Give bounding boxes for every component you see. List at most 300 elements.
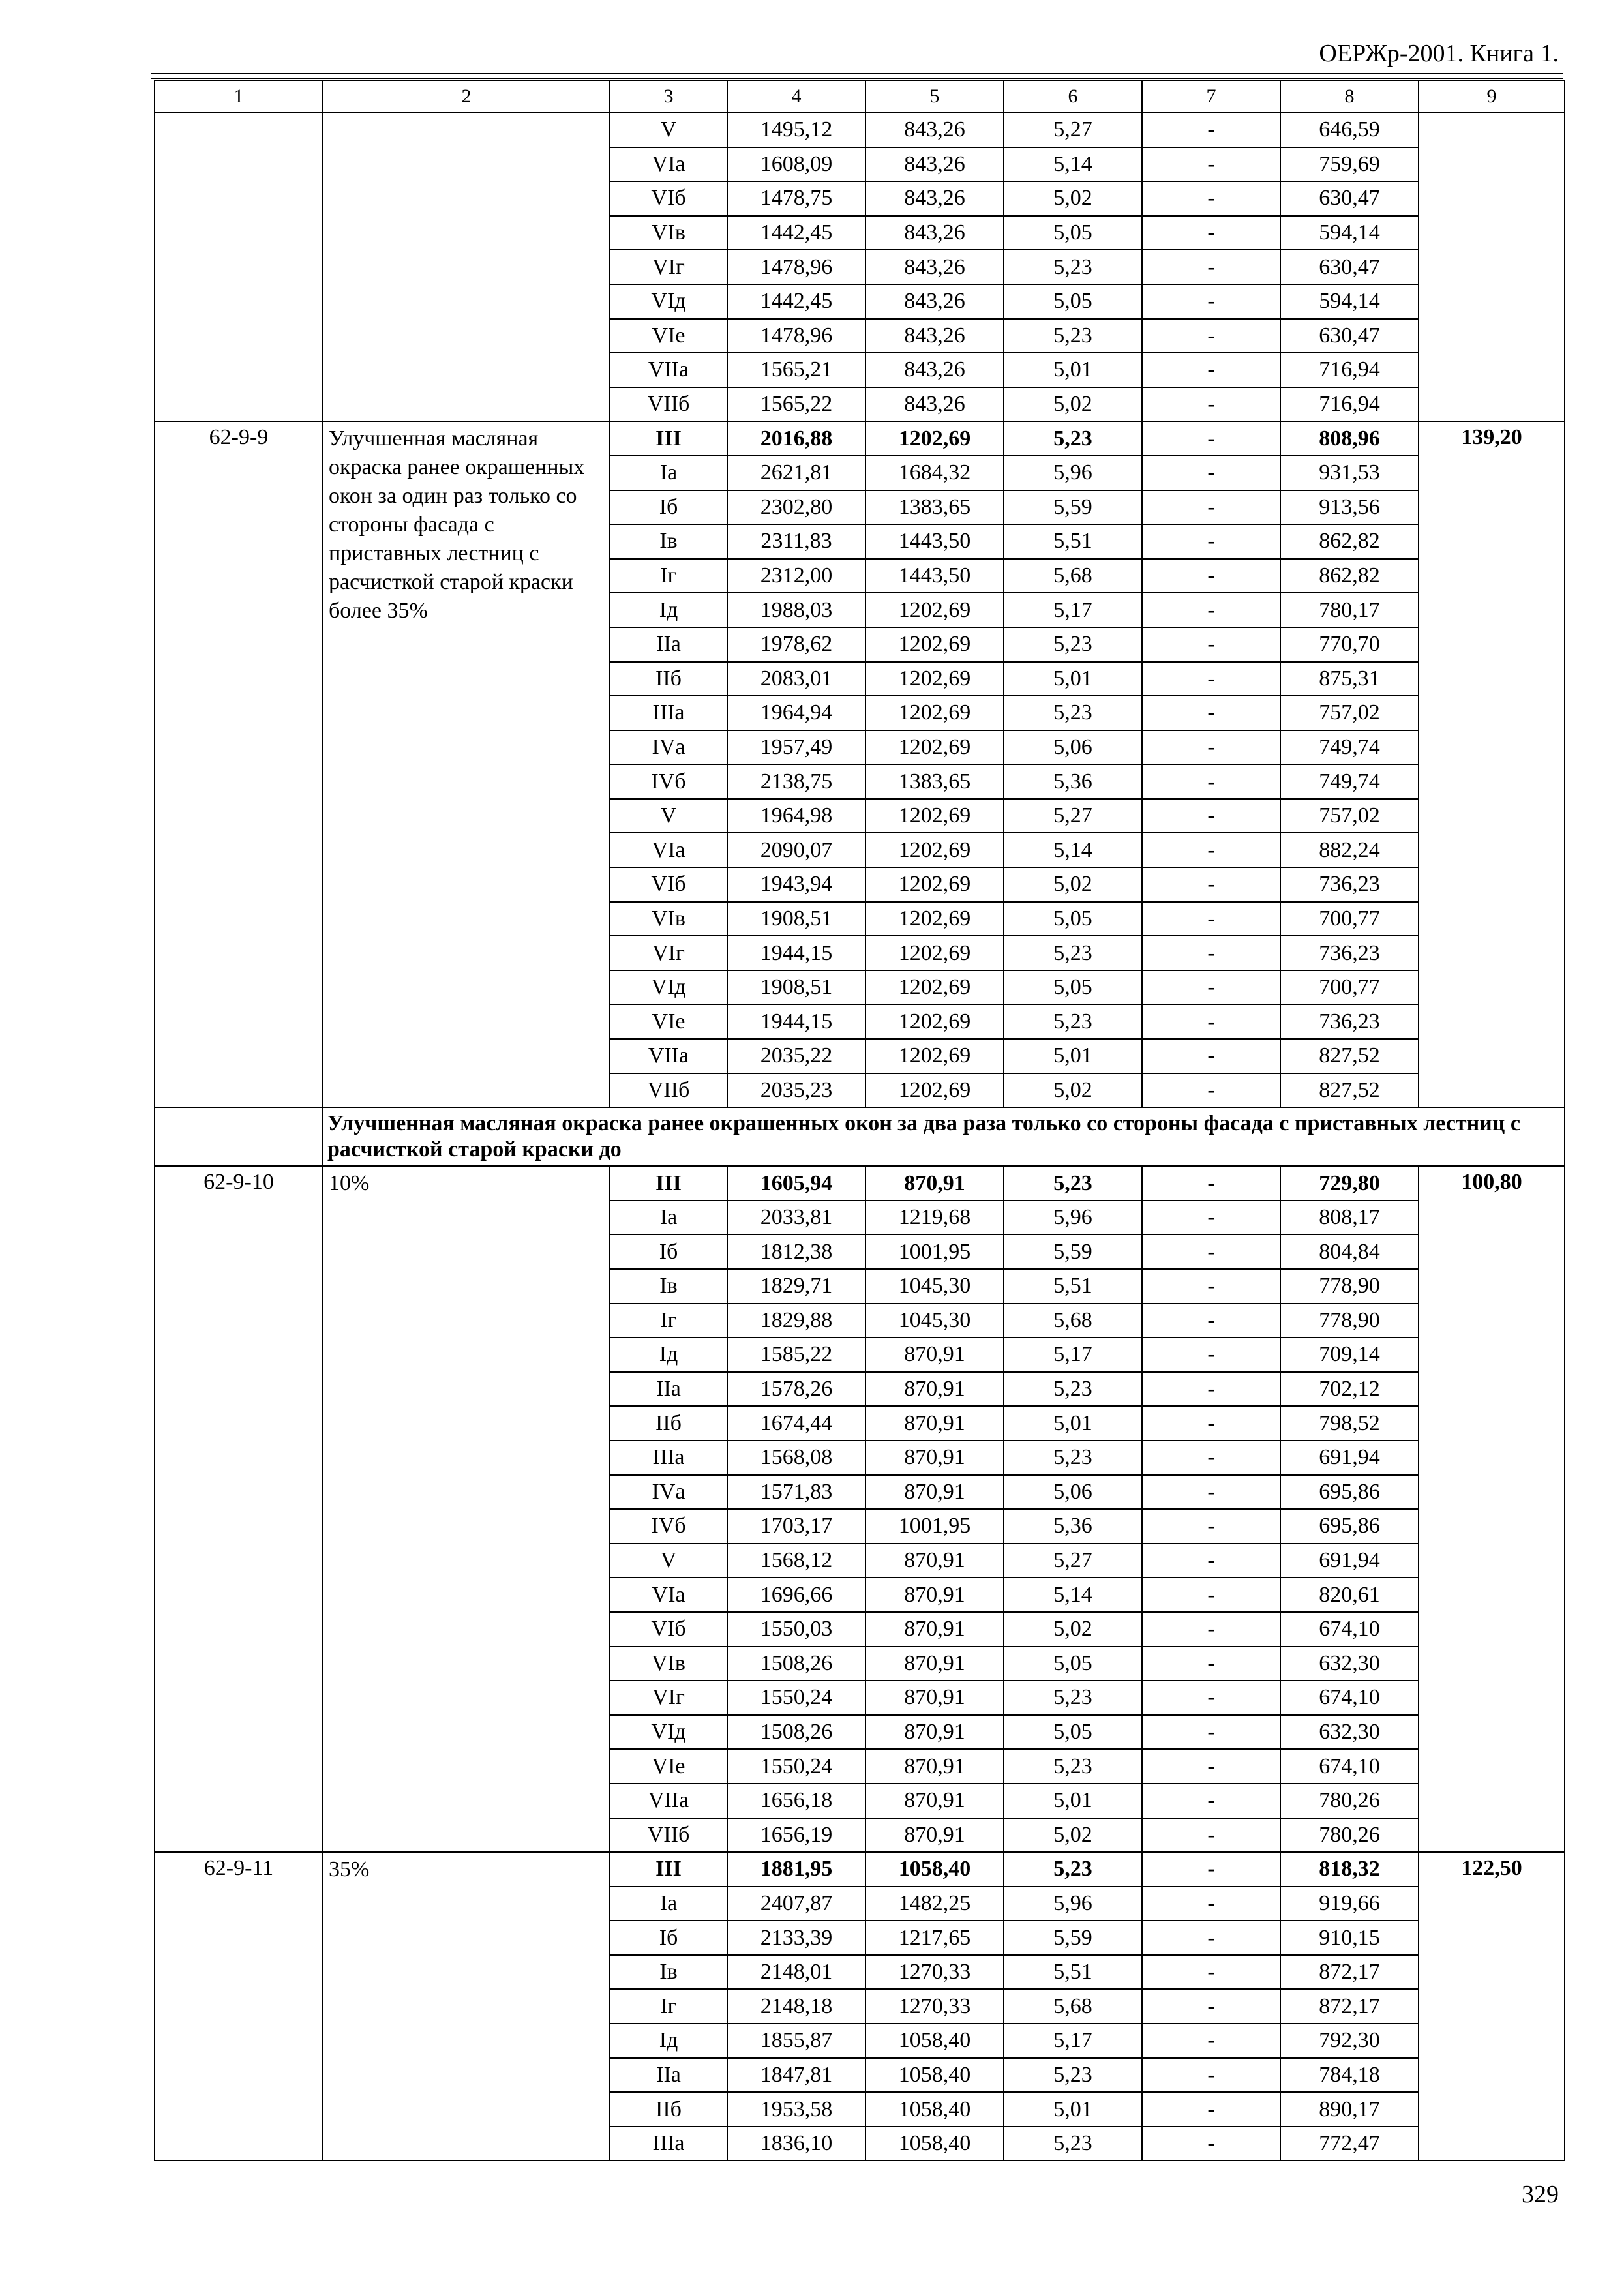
wages-cell: 870,91 <box>865 1166 1004 1201</box>
driver-wages-cell: - <box>1142 524 1280 559</box>
total-cost-cell: 1812,38 <box>727 1234 865 1269</box>
driver-wages-cell: - <box>1142 250 1280 284</box>
wages-cell: 1202,69 <box>865 799 1004 833</box>
wages-cell: 1202,69 <box>865 833 1004 867</box>
total-cost-cell: 1829,71 <box>727 1269 865 1304</box>
region-code-cell: IVа <box>610 730 727 765</box>
wages-cell: 1045,30 <box>865 1304 1004 1338</box>
total-cost-cell: 1478,96 <box>727 319 865 353</box>
region-code-cell: IIIа <box>610 2127 727 2161</box>
driver-wages-cell: - <box>1142 1715 1280 1750</box>
machine-cost-cell: 5,01 <box>1004 662 1142 696</box>
wages-cell: 843,26 <box>865 216 1004 250</box>
region-code-cell: IVб <box>610 764 727 799</box>
machine-cost-cell: 5,27 <box>1004 799 1142 833</box>
table-row <box>155 1852 1565 1887</box>
region-code-cell: IVб <box>610 1509 727 1544</box>
norm-code: 62-9-10 <box>155 1166 323 1852</box>
total-cost-cell: 1571,83 <box>727 1475 865 1510</box>
driver-wages-cell: - <box>1142 833 1280 867</box>
materials-cell: 862,82 <box>1280 559 1419 593</box>
region-code-cell: Iг <box>610 1304 727 1338</box>
materials-cell: 716,94 <box>1280 387 1419 422</box>
wages-cell: 870,91 <box>865 1578 1004 1612</box>
column-number-9: 9 <box>1419 80 1565 113</box>
driver-wages-cell: - <box>1142 1406 1280 1441</box>
materials-cell: 630,47 <box>1280 319 1419 353</box>
total-cost-cell: 1585,22 <box>727 1338 865 1372</box>
region-code-cell: VIа <box>610 833 727 867</box>
wages-cell: 1383,65 <box>865 490 1004 525</box>
wages-cell: 870,91 <box>865 1544 1004 1578</box>
column-number-3: 3 <box>610 80 727 113</box>
driver-wages-cell: - <box>1142 387 1280 422</box>
materials-cell: 780,26 <box>1280 1818 1419 1853</box>
total-cost-cell: 1608,09 <box>727 147 865 182</box>
machine-cost-cell: 5,01 <box>1004 1784 1142 1818</box>
driver-wages-cell: - <box>1142 662 1280 696</box>
machine-cost-cell: 5,59 <box>1004 490 1142 525</box>
driver-wages-cell: - <box>1142 490 1280 525</box>
driver-wages-cell: - <box>1142 1441 1280 1475</box>
region-code-cell: IVа <box>610 1475 727 1510</box>
machine-cost-cell: 5,05 <box>1004 1647 1142 1681</box>
wages-cell: 1202,69 <box>865 730 1004 765</box>
machine-cost-cell: 5,05 <box>1004 216 1142 250</box>
materials-cell: 778,90 <box>1280 1304 1419 1338</box>
column-number-2: 2 <box>323 80 610 113</box>
machine-cost-cell: 5,23 <box>1004 2127 1142 2161</box>
wages-cell: 1202,69 <box>865 902 1004 936</box>
materials-cell: 872,17 <box>1280 1955 1419 1990</box>
total-cost-cell: 2016,88 <box>727 421 865 456</box>
materials-cell: 702,12 <box>1280 1372 1419 1407</box>
machine-cost-cell: 5,02 <box>1004 181 1142 216</box>
driver-wages-cell: - <box>1142 1818 1280 1853</box>
machine-cost-cell: 5,68 <box>1004 1989 1142 2024</box>
total-cost-cell: 1578,26 <box>727 1372 865 1407</box>
wages-cell: 1045,30 <box>865 1269 1004 1304</box>
total-cost-cell: 2133,39 <box>727 1921 865 1955</box>
region-code-cell: VIв <box>610 902 727 936</box>
materials-cell: 778,90 <box>1280 1269 1419 1304</box>
total-cost-cell: 2148,18 <box>727 1989 865 2024</box>
wages-cell: 843,26 <box>865 353 1004 387</box>
materials-cell: 594,14 <box>1280 284 1419 319</box>
machine-cost-cell: 5,23 <box>1004 1372 1142 1407</box>
region-code-cell: VIд <box>610 970 727 1005</box>
region-code-cell: VIб <box>610 181 727 216</box>
materials-cell: 820,61 <box>1280 1578 1419 1612</box>
wages-cell: 843,26 <box>865 284 1004 319</box>
region-code-cell: VIа <box>610 1578 727 1612</box>
machine-cost-cell: 5,01 <box>1004 353 1142 387</box>
region-code-cell: III <box>610 421 727 456</box>
total-cost-cell: 1674,44 <box>727 1406 865 1441</box>
region-code-cell: Iа <box>610 1201 727 1235</box>
materials-cell: 784,18 <box>1280 2058 1419 2093</box>
machine-cost-cell: 5,96 <box>1004 456 1142 490</box>
wages-cell: 1058,40 <box>865 2127 1004 2161</box>
materials-cell: 910,15 <box>1280 1921 1419 1955</box>
wages-cell: 1202,69 <box>865 662 1004 696</box>
wages-cell: 1202,69 <box>865 1039 1004 1073</box>
total-cost-cell: 2148,01 <box>727 1955 865 1990</box>
total-cost-cell: 1988,03 <box>727 593 865 627</box>
region-code-cell: Iв <box>610 524 727 559</box>
wages-cell: 1482,25 <box>865 1887 1004 1921</box>
driver-wages-cell: - <box>1142 593 1280 627</box>
total-cost-cell: 1957,49 <box>727 730 865 765</box>
driver-wages-cell: - <box>1142 970 1280 1005</box>
machine-cost-cell: 5,05 <box>1004 1715 1142 1750</box>
table-row <box>155 421 1565 456</box>
page-number: 329 <box>1522 2181 1559 2208</box>
driver-wages-cell: - <box>1142 1039 1280 1073</box>
norm-code: 62-9-11 <box>155 1852 323 2161</box>
materials-cell: 594,14 <box>1280 216 1419 250</box>
materials-cell: 674,10 <box>1280 1612 1419 1647</box>
total-cost-cell: 1442,45 <box>727 284 865 319</box>
driver-wages-cell: - <box>1142 319 1280 353</box>
materials-cell: 700,77 <box>1280 902 1419 936</box>
work-description: 35% <box>323 1852 610 2161</box>
region-code-cell: VIв <box>610 216 727 250</box>
driver-wages-cell: - <box>1142 2127 1280 2161</box>
materials-cell: 827,52 <box>1280 1039 1419 1073</box>
driver-wages-cell: - <box>1142 456 1280 490</box>
materials-cell: 808,17 <box>1280 1201 1419 1235</box>
machine-cost-cell: 5,27 <box>1004 1544 1142 1578</box>
total-cost-cell: 1908,51 <box>727 970 865 1005</box>
region-code-cell: VIг <box>610 936 727 970</box>
region-code-cell: VIд <box>610 1715 727 1750</box>
driver-wages-cell: - <box>1142 2024 1280 2058</box>
driver-wages-cell: - <box>1142 799 1280 833</box>
wages-cell: 843,26 <box>865 250 1004 284</box>
region-code-cell: VIг <box>610 1681 727 1715</box>
materials-cell: 695,86 <box>1280 1509 1419 1544</box>
wages-cell: 1202,69 <box>865 1073 1004 1108</box>
driver-wages-cell: - <box>1142 1166 1280 1201</box>
machine-cost-cell: 5,23 <box>1004 1681 1142 1715</box>
total-cost-cell: 1836,10 <box>727 2127 865 2161</box>
total-cost-cell: 1565,22 <box>727 387 865 422</box>
region-code-cell: IIб <box>610 1406 727 1441</box>
total-cost-cell: 2035,23 <box>727 1073 865 1108</box>
materials-cell: 913,56 <box>1280 490 1419 525</box>
materials-cell: 749,74 <box>1280 764 1419 799</box>
machine-cost-cell: 5,02 <box>1004 1073 1142 1108</box>
region-code-cell: V <box>610 799 727 833</box>
machine-cost-cell: 5,23 <box>1004 936 1142 970</box>
wages-cell: 1684,32 <box>865 456 1004 490</box>
total-cost-cell: 1508,26 <box>727 1715 865 1750</box>
driver-wages-cell: - <box>1142 2058 1280 2093</box>
region-code-cell: Iб <box>610 1921 727 1955</box>
wages-cell: 870,91 <box>865 1749 1004 1784</box>
machine-cost-cell: 5,23 <box>1004 627 1142 662</box>
driver-wages-cell: - <box>1142 1544 1280 1578</box>
driver-wages-cell: - <box>1142 1852 1280 1887</box>
total-cost-cell: 1703,17 <box>727 1509 865 1544</box>
total-cost-cell: 1656,19 <box>727 1818 865 1853</box>
region-code-cell: Iв <box>610 1269 727 1304</box>
wages-cell: 1443,50 <box>865 524 1004 559</box>
section-heading: Улучшенная масляная окраска ранее окрашенных окон за два раза только со стороны фасада с приставных лестниц с расчисткой старой краски до <box>323 1107 1565 1166</box>
materials-cell: 632,30 <box>1280 1715 1419 1750</box>
machine-cost-cell: 5,68 <box>1004 1304 1142 1338</box>
region-code-cell: IIа <box>610 1372 727 1407</box>
total-cost-cell: 1953,58 <box>727 2092 865 2127</box>
labor-total: 122,50 <box>1419 1852 1565 2161</box>
wages-cell: 843,26 <box>865 147 1004 182</box>
region-code-cell: Iа <box>610 1887 727 1921</box>
column-number-1: 1 <box>155 80 323 113</box>
rates-table-body <box>155 80 1565 2161</box>
region-code-cell: VIIб <box>610 1818 727 1853</box>
total-cost-cell: 1478,75 <box>727 181 865 216</box>
total-cost-cell: 1943,94 <box>727 867 865 902</box>
driver-wages-cell: - <box>1142 421 1280 456</box>
materials-cell: 792,30 <box>1280 2024 1419 2058</box>
region-code-cell: VIе <box>610 1749 727 1784</box>
driver-wages-cell: - <box>1142 147 1280 182</box>
materials-cell: 695,86 <box>1280 1475 1419 1510</box>
materials-cell: 736,23 <box>1280 867 1419 902</box>
section-empty-cell <box>155 1107 323 1166</box>
driver-wages-cell: - <box>1142 1475 1280 1510</box>
rates-table-container <box>154 80 1564 2161</box>
driver-wages-cell: - <box>1142 1955 1280 1990</box>
wages-cell: 1219,68 <box>865 1201 1004 1235</box>
driver-wages-cell: - <box>1142 2092 1280 2127</box>
driver-wages-cell: - <box>1142 1921 1280 1955</box>
machine-cost-cell: 5,27 <box>1004 113 1142 147</box>
materials-cell: 630,47 <box>1280 250 1419 284</box>
region-code-cell: IIIа <box>610 1441 727 1475</box>
wages-cell: 1383,65 <box>865 764 1004 799</box>
wages-cell: 870,91 <box>865 1406 1004 1441</box>
total-cost-cell: 1550,03 <box>727 1612 865 1647</box>
column-number-7: 7 <box>1142 80 1280 113</box>
region-code-cell: IIIа <box>610 696 727 730</box>
driver-wages-cell: - <box>1142 1269 1280 1304</box>
materials-cell: 780,17 <box>1280 593 1419 627</box>
wages-cell: 843,26 <box>865 387 1004 422</box>
total-cost-cell: 2090,07 <box>727 833 865 867</box>
materials-cell: 882,24 <box>1280 833 1419 867</box>
total-cost-cell: 2033,81 <box>727 1201 865 1235</box>
work-description: 10% <box>323 1166 610 1852</box>
region-code-cell: VIIб <box>610 1073 727 1108</box>
materials-cell: 804,84 <box>1280 1234 1419 1269</box>
region-code-cell: Iд <box>610 2024 727 2058</box>
materials-cell: 780,26 <box>1280 1784 1419 1818</box>
work-description: Улучшенная масляная окраска ранее окрашенных окон за один раз только со стороны фасада с приставных лестниц с расчисткой старой краски более 35% <box>323 421 610 1107</box>
machine-cost-cell: 5,05 <box>1004 970 1142 1005</box>
materials-cell: 691,94 <box>1280 1544 1419 1578</box>
region-code-cell: VIIа <box>610 353 727 387</box>
driver-wages-cell: - <box>1142 1887 1280 1921</box>
region-code-cell: VIIа <box>610 1784 727 1818</box>
region-code-cell: IIб <box>610 662 727 696</box>
machine-cost-cell: 5,36 <box>1004 1509 1142 1544</box>
table-row <box>155 1166 1565 1201</box>
machine-cost-cell: 5,01 <box>1004 1406 1142 1441</box>
total-cost-cell: 1478,96 <box>727 250 865 284</box>
driver-wages-cell: - <box>1142 1304 1280 1338</box>
total-cost-cell: 1656,18 <box>727 1784 865 1818</box>
region-code-cell: V <box>610 113 727 147</box>
materials-cell: 757,02 <box>1280 696 1419 730</box>
materials-cell: 716,94 <box>1280 353 1419 387</box>
materials-cell: 772,47 <box>1280 2127 1419 2161</box>
materials-cell: 759,69 <box>1280 147 1419 182</box>
materials-cell: 691,94 <box>1280 1441 1419 1475</box>
wages-cell: 1202,69 <box>865 867 1004 902</box>
region-code-cell: III <box>610 1852 727 1887</box>
total-cost-cell: 1978,62 <box>727 627 865 662</box>
total-cost-cell: 2311,83 <box>727 524 865 559</box>
total-cost-cell: 1964,94 <box>727 696 865 730</box>
driver-wages-cell: - <box>1142 1784 1280 1818</box>
region-code-cell: VIв <box>610 1647 727 1681</box>
machine-cost-cell: 5,14 <box>1004 147 1142 182</box>
driver-wages-cell: - <box>1142 764 1280 799</box>
region-code-cell: VIе <box>610 1004 727 1039</box>
machine-cost-cell: 5,23 <box>1004 1166 1142 1201</box>
total-cost-cell: 1605,94 <box>727 1166 865 1201</box>
driver-wages-cell: - <box>1142 1681 1280 1715</box>
wages-cell: 843,26 <box>865 319 1004 353</box>
region-code-cell: VIе <box>610 319 727 353</box>
wages-cell: 1270,33 <box>865 1989 1004 2024</box>
total-cost-cell: 1964,98 <box>727 799 865 833</box>
machine-cost-cell: 5,51 <box>1004 1955 1142 1990</box>
materials-cell: 770,70 <box>1280 627 1419 662</box>
total-cost-cell: 1881,95 <box>727 1852 865 1887</box>
wages-cell: 1443,50 <box>865 559 1004 593</box>
driver-wages-cell: - <box>1142 1201 1280 1235</box>
materials-cell: 798,52 <box>1280 1406 1419 1441</box>
total-cost-cell: 2302,80 <box>727 490 865 525</box>
total-cost-cell: 1944,15 <box>727 1004 865 1039</box>
section-heading-row <box>155 1107 1565 1166</box>
driver-wages-cell: - <box>1142 1372 1280 1407</box>
total-cost-cell: 1550,24 <box>727 1681 865 1715</box>
region-code-cell: VIIа <box>610 1039 727 1073</box>
driver-wages-cell: - <box>1142 181 1280 216</box>
materials-cell: 757,02 <box>1280 799 1419 833</box>
machine-cost-cell: 5,05 <box>1004 902 1142 936</box>
region-code-cell: III <box>610 1166 727 1201</box>
wages-cell: 1202,69 <box>865 1004 1004 1039</box>
materials-cell: 632,30 <box>1280 1647 1419 1681</box>
machine-cost-cell: 5,01 <box>1004 2092 1142 2127</box>
total-cost-cell: 2083,01 <box>727 662 865 696</box>
region-code-cell: VIб <box>610 867 727 902</box>
machine-cost-cell: 5,02 <box>1004 1612 1142 1647</box>
materials-cell: 630,47 <box>1280 181 1419 216</box>
materials-cell: 919,66 <box>1280 1887 1419 1921</box>
machine-cost-cell: 5,14 <box>1004 1578 1142 1612</box>
total-cost-cell: 1568,08 <box>727 1441 865 1475</box>
total-cost-cell: 1829,88 <box>727 1304 865 1338</box>
labor-total <box>1419 113 1565 421</box>
region-code-cell: Iг <box>610 1989 727 2024</box>
labor-total: 100,80 <box>1419 1166 1565 1852</box>
materials-cell: 674,10 <box>1280 1681 1419 1715</box>
machine-cost-cell: 5,23 <box>1004 421 1142 456</box>
region-code-cell: V <box>610 1544 727 1578</box>
materials-cell: 749,74 <box>1280 730 1419 765</box>
wages-cell: 1270,33 <box>865 1955 1004 1990</box>
total-cost-cell: 1442,45 <box>727 216 865 250</box>
machine-cost-cell: 5,05 <box>1004 284 1142 319</box>
total-cost-cell: 1550,24 <box>727 1749 865 1784</box>
materials-cell: 872,17 <box>1280 1989 1419 2024</box>
region-code-cell: Iб <box>610 490 727 525</box>
driver-wages-cell: - <box>1142 902 1280 936</box>
wages-cell: 870,91 <box>865 1338 1004 1372</box>
wages-cell: 1202,69 <box>865 936 1004 970</box>
materials-cell: 818,32 <box>1280 1852 1419 1887</box>
rates-table <box>154 80 1565 2161</box>
wages-cell: 1202,69 <box>865 421 1004 456</box>
region-code-cell: VIIб <box>610 387 727 422</box>
wages-cell: 870,91 <box>865 1441 1004 1475</box>
machine-cost-cell: 5,59 <box>1004 1921 1142 1955</box>
region-code-cell: Iд <box>610 1338 727 1372</box>
machine-cost-cell: 5,14 <box>1004 833 1142 867</box>
column-number-5: 5 <box>865 80 1004 113</box>
machine-cost-cell: 5,06 <box>1004 730 1142 765</box>
wages-cell: 870,91 <box>865 1647 1004 1681</box>
total-cost-cell: 1568,12 <box>727 1544 865 1578</box>
wages-cell: 870,91 <box>865 1681 1004 1715</box>
total-cost-cell: 1508,26 <box>727 1647 865 1681</box>
driver-wages-cell: - <box>1142 730 1280 765</box>
wages-cell: 870,91 <box>865 1612 1004 1647</box>
column-number-header-row <box>155 80 1565 113</box>
machine-cost-cell: 5,51 <box>1004 524 1142 559</box>
total-cost-cell: 1696,66 <box>727 1578 865 1612</box>
machine-cost-cell: 5,23 <box>1004 2058 1142 2093</box>
driver-wages-cell: - <box>1142 1338 1280 1372</box>
materials-cell: 875,31 <box>1280 662 1419 696</box>
driver-wages-cell: - <box>1142 1234 1280 1269</box>
column-number-8: 8 <box>1280 80 1419 113</box>
region-code-cell: VIд <box>610 284 727 319</box>
wages-cell: 1202,69 <box>865 696 1004 730</box>
region-code-cell: VIб <box>610 1612 727 1647</box>
wages-cell: 870,91 <box>865 1475 1004 1510</box>
total-cost-cell: 1944,15 <box>727 936 865 970</box>
driver-wages-cell: - <box>1142 936 1280 970</box>
wages-cell: 843,26 <box>865 181 1004 216</box>
total-cost-cell: 1565,21 <box>727 353 865 387</box>
driver-wages-cell: - <box>1142 353 1280 387</box>
materials-cell: 700,77 <box>1280 970 1419 1005</box>
header-rule <box>151 73 1563 79</box>
wages-cell: 843,26 <box>865 113 1004 147</box>
machine-cost-cell: 5,23 <box>1004 319 1142 353</box>
machine-cost-cell: 5,17 <box>1004 2024 1142 2058</box>
driver-wages-cell: - <box>1142 1612 1280 1647</box>
machine-cost-cell: 5,02 <box>1004 1818 1142 1853</box>
driver-wages-cell: - <box>1142 1989 1280 2024</box>
